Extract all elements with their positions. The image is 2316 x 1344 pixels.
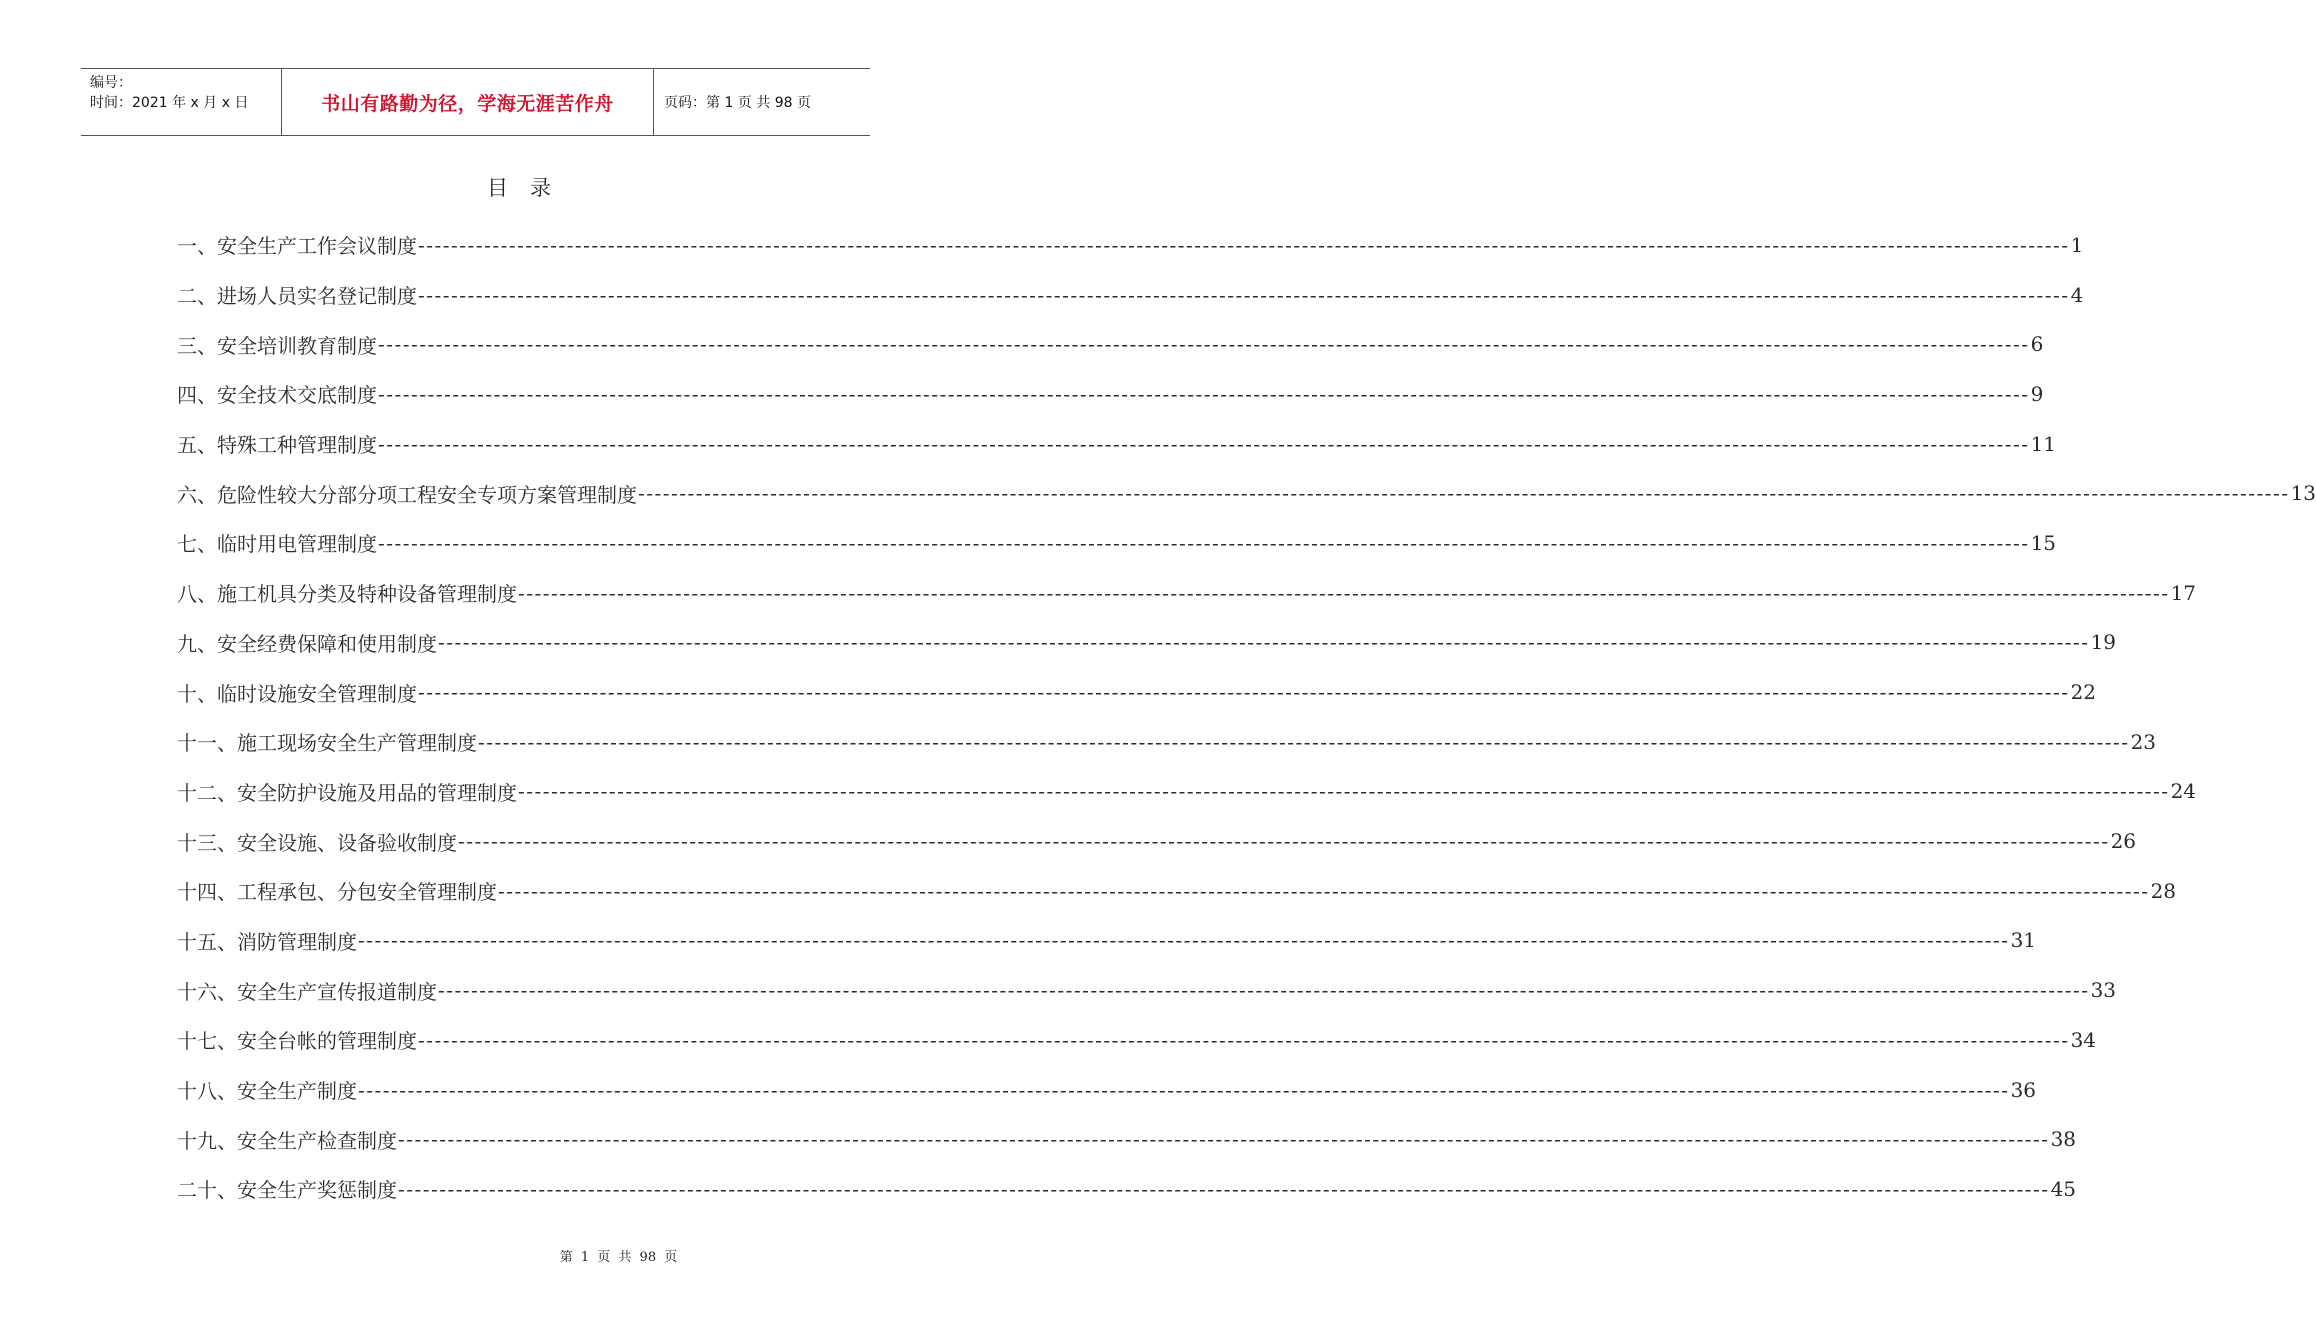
toc-dot-leader: -------------------------------------------------------------------------------------------------------------------------------------------------------------------------------------------------------- [378, 431, 2030, 456]
toc-entry-label: 一、安全生产工作会议制度 [177, 234, 417, 259]
toc-entry-label: 三、安全培训教育制度 [177, 333, 377, 358]
toc-entry-page: 34 [2070, 1027, 2097, 1052]
toc-entry-label: 十一、施工现场安全生产管理制度 [177, 731, 477, 756]
toc-entry[interactable] [177, 618, 2117, 668]
toc-entry[interactable] [177, 1164, 2077, 1214]
toc-entry[interactable] [177, 1065, 2037, 1115]
toc-entry-label: 八、施工机具分类及特种设备管理制度 [177, 582, 517, 607]
toc-entry-label: 十五、消防管理制度 [177, 929, 357, 954]
toc-entry-page: 17 [2170, 580, 2197, 605]
toc-dot-leader: -------------------------------------------------------------------------------------------------------------------------------------------------------------------------------------------------------- [378, 530, 2030, 555]
toc-entry-label: 二十、安全生产奖惩制度 [177, 1178, 397, 1203]
toc-entry-page: 15 [2030, 530, 2057, 555]
toc-dot-leader: -------------------------------------------------------------------------------------------------------------------------------------------------------------------------------------------------------- [418, 680, 2070, 705]
toc-entry-page: 24 [2170, 779, 2197, 804]
document-date: 时间：2021 年 x 月 x 日 [90, 95, 249, 111]
toc-dot-leader: -------------------------------------------------------------------------------------------------------------------------------------------------------------------------------------------------------- [418, 232, 2070, 257]
toc-dot-leader: -------------------------------------------------------------------------------------------------------------------------------------------------------------------------------------------------------- [398, 1127, 2050, 1152]
toc-dot-leader: -------------------------------------------------------------------------------------------------------------------------------------------------------------------------------------------------------- [518, 779, 2170, 804]
toc-entry-page: 1 [2070, 232, 2084, 257]
toc-entry-label: 十九、安全生产检查制度 [177, 1128, 397, 1153]
toc-entry-label: 五、特殊工种管理制度 [177, 433, 377, 458]
toc-entry-label: 十六、安全生产宣传报道制度 [177, 979, 437, 1004]
toc-entry[interactable] [177, 468, 2316, 518]
document-header [81, 68, 870, 136]
toc-entry[interactable] [177, 270, 2084, 320]
toc-entry-label: 九、安全经费保障和使用制度 [177, 631, 437, 656]
toc-entry-page: 38 [2050, 1127, 2077, 1152]
toc-dot-leader: -------------------------------------------------------------------------------------------------------------------------------------------------------------------------------------------------------- [418, 282, 2070, 307]
header-motto: 书山有路勤为径，学海无涯苦作舟 [282, 69, 654, 135]
toc-entry[interactable] [177, 667, 2097, 717]
toc-dot-leader: -------------------------------------------------------------------------------------------------------------------------------------------------------------------------------------------------------- [418, 1027, 2070, 1052]
toc-entry-page: 36 [2010, 1077, 2037, 1102]
toc-dot-leader: -------------------------------------------------------------------------------------------------------------------------------------------------------------------------------------------------------- [438, 630, 2090, 655]
toc-dot-leader: -------------------------------------------------------------------------------------------------------------------------------------------------------------------------------------------------------- [638, 481, 2290, 506]
toc-entry[interactable] [177, 965, 2117, 1015]
toc-entry-label: 十、临时设施安全管理制度 [177, 681, 417, 706]
toc-entry-label: 七、临时用电管理制度 [177, 532, 377, 557]
toc-title: 目录 [487, 176, 573, 200]
toc-entry[interactable] [177, 767, 2197, 817]
toc-dot-leader: -------------------------------------------------------------------------------------------------------------------------------------------------------------------------------------------------------- [378, 332, 2030, 357]
toc-entry-label: 十三、安全设施、设备验收制度 [177, 830, 457, 855]
toc-entry[interactable] [177, 419, 2057, 469]
toc-entry-label: 四、安全技术交底制度 [177, 383, 377, 408]
toc-entry-page: 22 [2070, 680, 2097, 705]
document-number-label: 编号： [90, 75, 132, 91]
header-page-info: 页码：第 1 页 共 98 页 [664, 95, 811, 111]
toc-dot-leader: -------------------------------------------------------------------------------------------------------------------------------------------------------------------------------------------------------- [378, 381, 2030, 406]
toc-dot-leader: -------------------------------------------------------------------------------------------------------------------------------------------------------------------------------------------------------- [498, 878, 2150, 903]
toc-entry-page: 26 [2110, 829, 2137, 854]
header-meta [81, 69, 282, 135]
toc-entry[interactable] [177, 816, 2137, 866]
toc-dot-leader: -------------------------------------------------------------------------------------------------------------------------------------------------------------------------------------------------------- [358, 1077, 2010, 1102]
toc-entry-page: 11 [2030, 431, 2057, 456]
toc-entry[interactable] [177, 568, 2197, 618]
toc-entry-label: 十二、安全防护设施及用品的管理制度 [177, 780, 517, 805]
toc-entry-label: 十七、安全台帐的管理制度 [177, 1029, 417, 1054]
toc-entry[interactable] [177, 369, 2044, 419]
toc-entry-page: 9 [2030, 381, 2044, 406]
toc-entry-page: 33 [2090, 978, 2117, 1003]
toc-dot-leader: -------------------------------------------------------------------------------------------------------------------------------------------------------------------------------------------------------- [518, 580, 2170, 605]
toc-entry-label: 二、进场人员实名登记制度 [177, 284, 417, 309]
page-footer: 第 1 页 共 98 页 [559, 1250, 678, 1265]
toc-entry-label: 六、危险性较大分部分项工程安全专项方案管理制度 [177, 482, 637, 507]
toc-entry-page: 23 [2130, 729, 2157, 754]
toc-entry-page: 45 [2050, 1176, 2077, 1201]
toc-entry-page: 6 [2030, 332, 2044, 357]
toc-entry[interactable] [177, 319, 2044, 369]
toc-entry-page: 19 [2090, 630, 2117, 655]
toc-entry-label: 十四、工程承包、分包安全管理制度 [177, 880, 497, 905]
toc-dot-leader: -------------------------------------------------------------------------------------------------------------------------------------------------------------------------------------------------------- [478, 729, 2130, 754]
toc-dot-leader: -------------------------------------------------------------------------------------------------------------------------------------------------------------------------------------------------------- [358, 928, 2010, 953]
toc-dot-leader: -------------------------------------------------------------------------------------------------------------------------------------------------------------------------------------------------------- [398, 1176, 2050, 1201]
toc-entry[interactable] [177, 717, 2157, 767]
toc-dot-leader: -------------------------------------------------------------------------------------------------------------------------------------------------------------------------------------------------------- [438, 978, 2090, 1003]
toc-entry[interactable] [177, 1015, 2097, 1065]
toc-entry[interactable] [177, 220, 2084, 270]
toc-entry[interactable] [177, 866, 2177, 916]
table-of-contents [177, 220, 2316, 1214]
toc-entry[interactable] [177, 916, 2037, 966]
toc-entry[interactable] [177, 518, 2057, 568]
toc-entry-page: 28 [2150, 878, 2177, 903]
toc-entry[interactable] [177, 1114, 2077, 1164]
toc-dot-leader: -------------------------------------------------------------------------------------------------------------------------------------------------------------------------------------------------------- [458, 829, 2110, 854]
toc-entry-page: 4 [2070, 282, 2084, 307]
toc-entry-label: 十八、安全生产制度 [177, 1079, 357, 1104]
toc-entry-page: 13 [2290, 481, 2316, 506]
toc-entry-page: 31 [2010, 928, 2037, 953]
